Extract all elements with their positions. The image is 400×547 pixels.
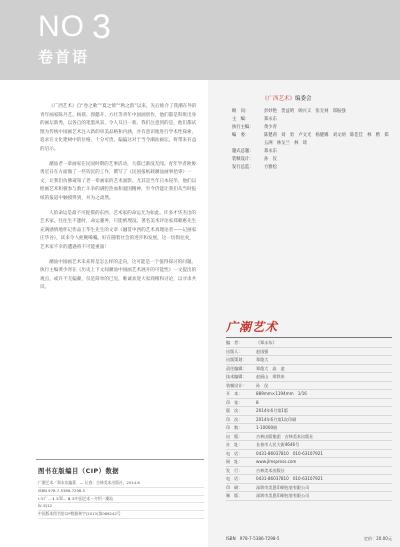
info-row	[226, 365, 392, 374]
info-key: 出版人：	[226, 348, 243, 354]
publication-info	[226, 339, 392, 501]
info-key: 技术编辑：	[226, 374, 247, 379]
info-row	[226, 339, 392, 348]
info-row	[226, 348, 392, 357]
info-row	[226, 399, 392, 408]
info-value: 8	[256, 399, 259, 405]
magazine-name: 《广西艺术》	[262, 96, 296, 102]
info-value: 郑俊大	[256, 357, 269, 362]
board-role: 发行总监：	[232, 165, 254, 170]
cip-line: Ⅰ.①广… Ⅱ.①郑… Ⅲ.①中国艺术－介绍－潮汕	[38, 496, 204, 504]
info-value: 深圳市美恩印刷包装有限公司	[256, 484, 310, 490]
board-row	[232, 164, 392, 172]
issue-label: NO	[38, 10, 85, 43]
info-row	[226, 458, 392, 467]
cip-line: ISBN 978-7-5386-7298-5	[38, 488, 204, 496]
info-row	[226, 492, 392, 501]
essay-paragraph: 人的命运是最不可捉摸的东西。艺术家的命运尤为如此。许多才华杰出的艺术家，往往生不逢时，命运蹇舛，只能被埋没。著名美术评论家郑朝惠先生充满感情地怀记作品王华生先生的文章《融贯中西的艺术真理论者——记画家庄华谷》，读来令人扼腕唏嘘。好在随着社会的进步和发展，这一切俱往矣，艺术家不幸的遭遇将不可能重演！	[40, 210, 197, 250]
board-row	[232, 124, 392, 132]
info-key: 印 次：	[226, 416, 243, 422]
board-row	[232, 116, 392, 124]
board-row	[232, 132, 392, 148]
info-key: 电 话：	[226, 476, 243, 481]
cip-box	[36, 459, 204, 519]
info-row	[226, 467, 392, 476]
section-title: 卷首语	[38, 48, 90, 66]
price: 定价：20.00元	[363, 536, 392, 541]
editorial-board-list	[232, 108, 392, 172]
board-role: 编 委：	[232, 133, 250, 138]
info-value: 孙 仪	[256, 382, 269, 388]
essay-paragraph: 潮汕中国画艺术未来将是怎么样的走向，这可能是一个值得探讨的问题。执行主编黄少青在《历史上下文间潮汕中国画艺术展开的可能性》一文提出的观点，或许不无偏颇，仅是简单的已见，唯诚欢迎大家商榷和讨论，以寻求共识。	[40, 259, 197, 291]
info-key: 编 者：	[226, 340, 243, 345]
header-banner	[0, 0, 400, 80]
info-key: 装帧设计：	[226, 382, 247, 388]
board-role: 主 编：	[232, 117, 250, 122]
info-row	[226, 424, 392, 433]
info-value: www.jlmspress.com	[256, 459, 297, 464]
info-key: 印 刷：	[226, 484, 243, 490]
info-value: 0431-86037810 010-63107921	[256, 450, 323, 456]
info-row	[226, 407, 392, 416]
info-row	[226, 450, 392, 459]
board-members: 郑永东	[264, 117, 277, 122]
info-value: 深圳市美恩印刷包装有限公司	[256, 493, 310, 498]
info-row	[226, 475, 392, 484]
info-key: 发 行：	[226, 467, 243, 473]
isbn: ISBN 978-7-5386-7298-5	[226, 536, 280, 541]
info-row	[226, 382, 392, 391]
info-key: 印 张：	[226, 399, 243, 405]
isbn-price-row	[226, 536, 392, 542]
info-key: 责任编辑：	[226, 365, 247, 371]
board-role: 执行主编：	[232, 125, 254, 130]
info-value: 0431-86037810 010-63107921	[256, 476, 323, 481]
board-members: 郑永东	[264, 149, 277, 154]
info-row	[226, 373, 392, 382]
board-row	[232, 108, 392, 116]
info-value: 2014年6月第1次印刷	[256, 416, 297, 422]
board-role: 题式总题：	[232, 149, 254, 154]
cip-line: 中国版本图书馆CIP数据核字(2013)第086242号	[38, 511, 204, 519]
info-key: 制 版：	[226, 493, 243, 498]
cip-line: Ⅳ.①J12	[38, 503, 204, 511]
board-row	[232, 148, 392, 156]
info-key: 出版策划：	[226, 357, 247, 362]
editorial-board-title	[262, 94, 312, 102]
cip-line: 广潮艺术／郑永东编著．— 长春：吉林美术出版社，2014.6	[38, 480, 204, 488]
editorial-essay	[40, 103, 197, 299]
info-row	[226, 390, 392, 399]
info-value: 吉林出版集团 吉林美术出版社	[256, 433, 314, 439]
info-key: 版 次：	[226, 408, 243, 413]
board-members: 孙 仪	[264, 157, 277, 162]
issue-number: 3	[92, 8, 111, 46]
info-key: 电 话：	[226, 450, 243, 456]
info-row	[226, 433, 392, 442]
info-value: 1-10000册	[256, 425, 278, 430]
info-key: 网 址：	[226, 459, 243, 464]
cip-title: 图书在版编目（CIP）数据	[38, 468, 120, 475]
info-value: 郑俊大 高 凌	[256, 365, 285, 371]
board-role: 顾 问：	[232, 109, 250, 114]
info-value: 《郑永东》	[256, 340, 277, 345]
board-row	[232, 156, 392, 164]
info-row	[226, 356, 392, 365]
info-value: 赵丽山 郑铁来	[256, 374, 285, 379]
essay-paragraph: 《广西艺术》自“卷之歌”“夏之情”“秋之韵”以来，先后推介了我潮在外的青年画家陈丹艺、杨晨、郭懿开、方壮等青年中国画创作，他们都是科班出身的画坛新秀，以各自的笔墨风采，令人耳目一新。我们注意到的是，他们都试图为传统中国画艺术注入新的审美品格和内涵，并有意识地进行学术性探索，追求在文化建树中的位格，十分可贵。偏偏这对于当今潮汕画坛，将带来有益的启示。	[40, 104, 197, 152]
info-key: 出 版：	[226, 433, 243, 439]
info-key: 印 数：	[226, 425, 243, 430]
info-row	[226, 484, 392, 493]
info-row	[226, 441, 392, 450]
divider	[226, 337, 392, 338]
info-row	[226, 416, 392, 425]
board-label: 编委会	[295, 96, 312, 102]
info-value: 赵国强	[256, 348, 269, 354]
essay-paragraph: 潮汕老一辈画家在民国时期的艺事活动，大都已渐没无闻。青年学者欧俊勇近日在方面做了一些钩沉的工作，撰写了《民国报纸载潮汕画事拾零》一文，让我们仿佛窥知了老一辈画家的艺术面影。尤其是当年日本侵华，他们以绘画艺术积极参与救亡斗争的满腔热血和爱国精神，至今仍能让我们从当时报纸的报道中触摸得到，并为之肃然。	[40, 161, 197, 201]
board-members: 彭妙艳 贺益明 顾兴义 张无祠 郑振强	[264, 109, 346, 114]
board-members: 方雅松	[264, 165, 277, 170]
info-value: 长春市人民大街4646号	[256, 442, 300, 447]
magazine-logo: 广潮艺术	[226, 320, 279, 334]
info-key: 开 本：	[226, 391, 243, 396]
board-members: 陈楚莉 刘 勇 卢文光 杨健娜 刘文炳 陈佳佳 林 楷 郑五洲 林戈兰 林 琦	[264, 133, 389, 146]
board-role: 装帧设计：	[232, 157, 254, 162]
info-key: 社 址：	[226, 442, 243, 447]
info-value: 2014年6月第1版	[256, 408, 289, 413]
info-value: 889mm×1194mm 1/16	[256, 391, 307, 396]
info-value: 吉林美术出版社	[256, 467, 285, 473]
board-members: 黄少青	[264, 125, 277, 130]
